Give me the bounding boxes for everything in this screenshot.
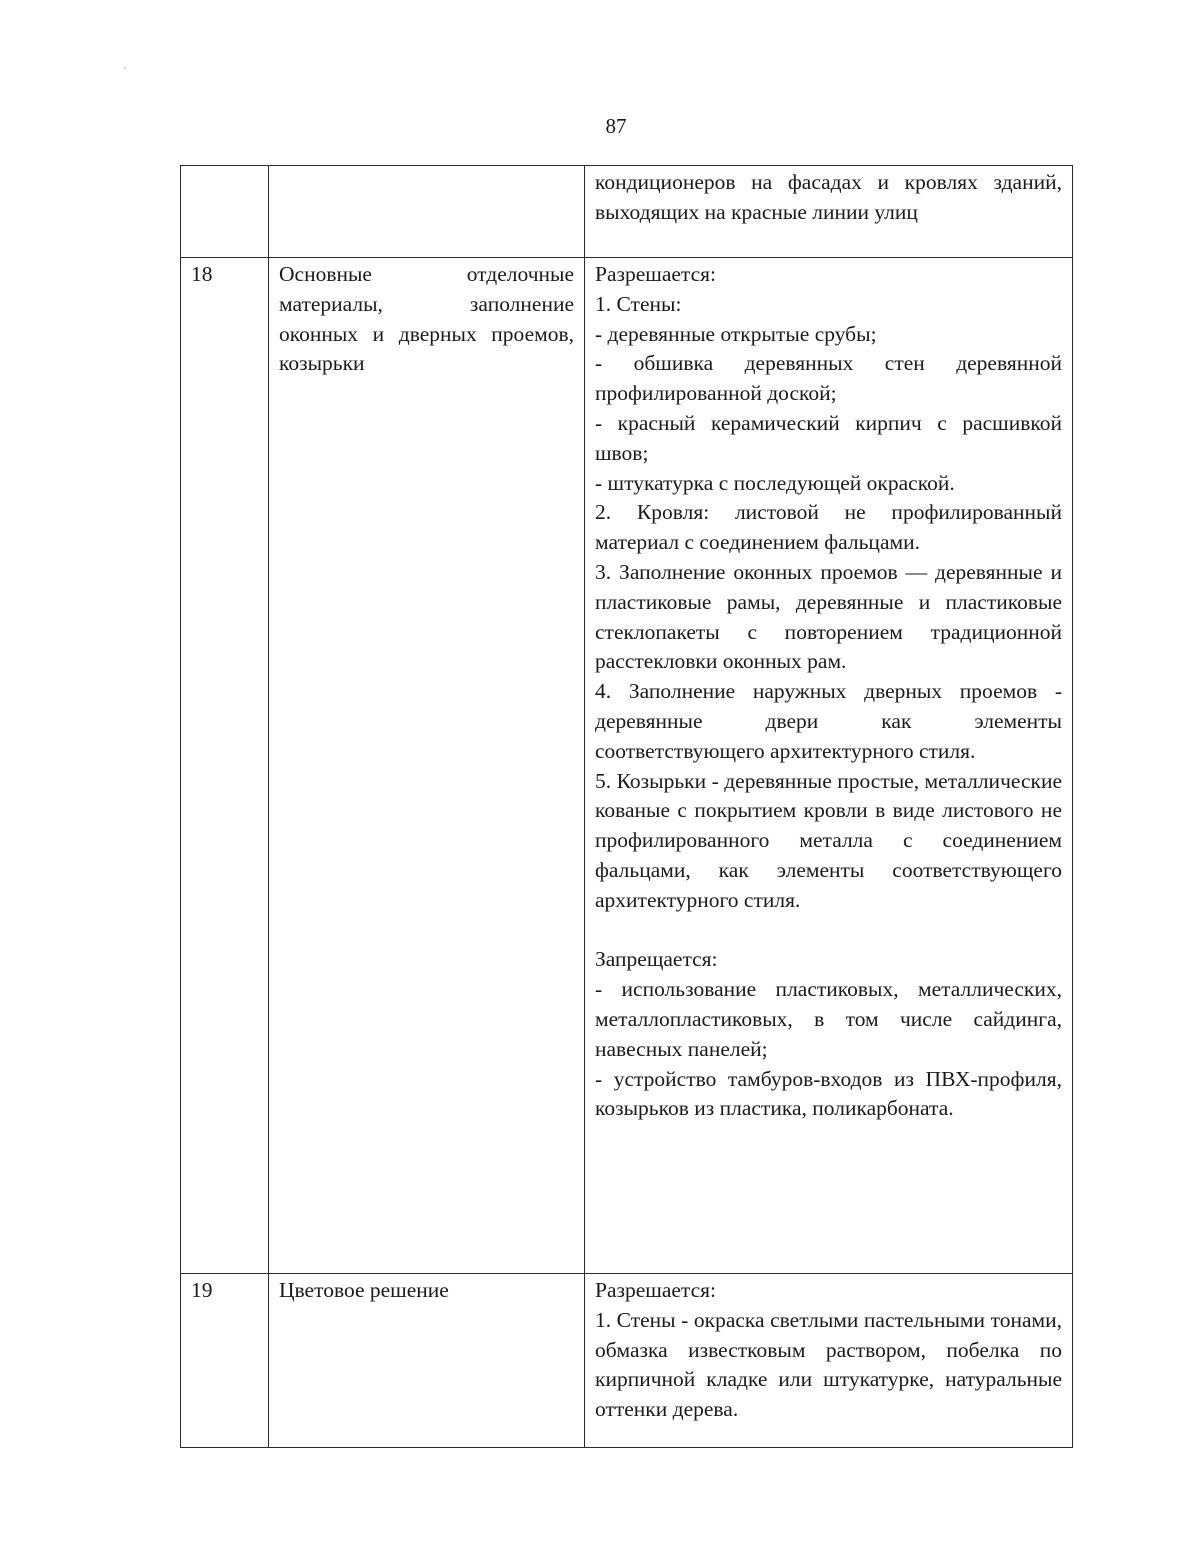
row-name-cell xyxy=(269,166,585,258)
regulations-table xyxy=(180,165,1073,1448)
allowed-item: - штукатурка с последующей окраской. xyxy=(595,470,955,495)
row-text-cell xyxy=(585,258,1073,1274)
allowed-item: 2. Кровля: листовой не профилированный материал с соединением фальцами. xyxy=(595,500,1062,555)
row-number-cell: 19 xyxy=(181,1274,269,1448)
allowed-heading: Разрешается: xyxy=(595,262,716,286)
allowed-item: 5. Козырьки - деревянные простые, металлические кованые с покрытием кровли в виде листового не профилированного металла с соединением фальцами, как элементы соответствующего архитектурного стиля. xyxy=(595,768,1062,912)
row-name-cell xyxy=(269,258,585,1274)
allowed-item: 1. Стены - окраска светлыми пастельными тонами, обмазка известковым раствором, побелка по кирпичной кладке или штукатурке, натуральные оттенки дерева. xyxy=(595,1307,1062,1422)
allowed-item: - красный керамический кирпич с расшивкой швов; xyxy=(595,410,1062,465)
continued-text: кондиционеров на фасадах и кровлях зданий, выходящих на красные линии улиц xyxy=(595,170,1062,224)
allowed-item: 4. Заполнение наружных дверных проемов - деревянные двери как элементы соответствующего архитектурного стиля. xyxy=(595,679,1062,763)
scan-artifact xyxy=(124,67,126,69)
row-number-cell xyxy=(181,166,269,258)
table-row-19 xyxy=(181,1274,1073,1448)
row-name-text: Основные отделочные материалы, заполнение оконных и дверных проемов, козырьки xyxy=(279,262,574,376)
allowed-item: 1. Стены: xyxy=(595,291,682,316)
allowed-item: 3. Заполнение оконных проемов — деревянные и пластиковые рамы, деревянные и пластиковые стеклопакеты с повторением традиционной расстекловки оконных рам. xyxy=(595,559,1062,674)
table-row-18 xyxy=(181,258,1073,1274)
allowed-item: - обшивка деревянных стен деревянной профилированной доской; xyxy=(595,351,1062,406)
allowed-item: - деревянные открытые срубы; xyxy=(595,321,877,346)
forbidden-item: - устройство тамбуров-входов из ПВХ-профиля, козырьков из пластика, поликарбоната. xyxy=(595,1066,1062,1121)
row-number-cell: 18 xyxy=(181,258,269,1274)
forbidden-item: - использование пластиковых, металлических, металлопластиковых, в том числе сайдинга, навесных панелей; xyxy=(595,977,1062,1061)
allowed-heading: Разрешается: xyxy=(595,1278,716,1302)
page-number: 87 xyxy=(605,114,627,138)
table-row-continued xyxy=(181,166,1073,258)
row-text-cell xyxy=(585,166,1073,258)
row-name-cell xyxy=(269,1274,585,1448)
row-name-text: Цветовое решение xyxy=(279,1278,449,1302)
forbidden-heading: Запрещается: xyxy=(595,947,718,972)
paragraph-gap xyxy=(595,916,1062,946)
row-text-cell xyxy=(585,1274,1073,1448)
